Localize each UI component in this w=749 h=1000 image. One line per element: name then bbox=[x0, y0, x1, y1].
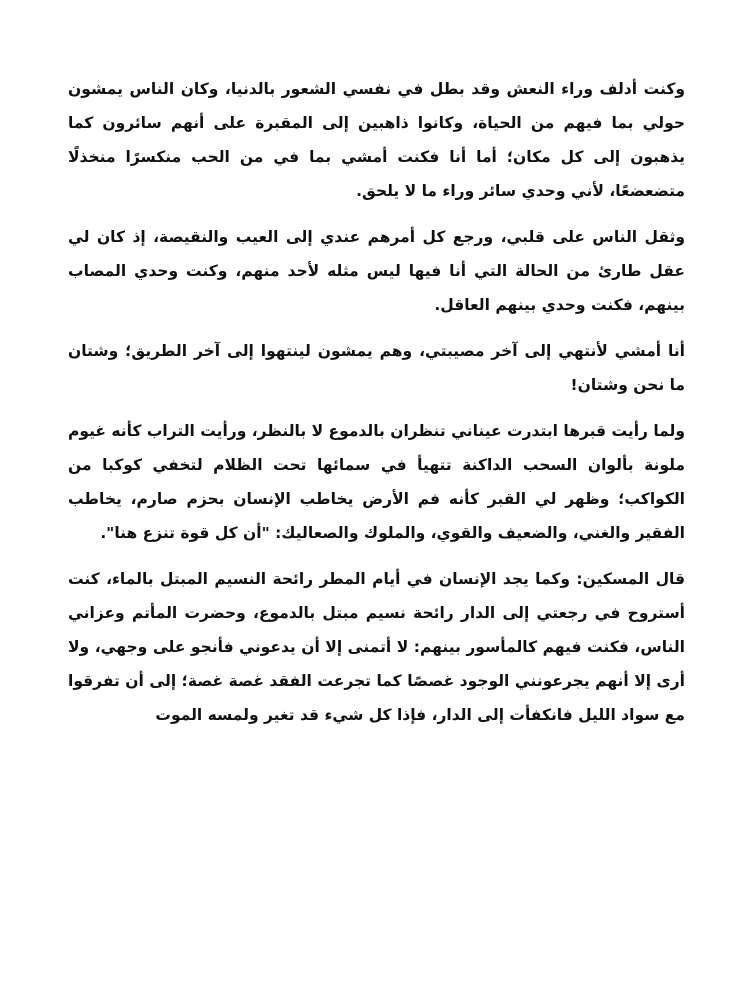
paragraph: ولما رأيت قبرها ابتدرت عيناني تنظران بالدموع لا بالنظر، ورأيت التراب كأنه غيوم ملونة بألوان السحب الداكنة تتهيأ في سمائها تحت الظلام لتخفي كوكبا من الكواكب؛ وظهر لي القبر كأنه فم الأرض يخاطب الإنسان بحزم صارم، يخاطب الفقير والغني، والضعيف والقوي، والملوك والصعاليك: "أن كل قوة تنزع هنا". bbox=[68, 422, 685, 542]
paragraph: أنا أمشي لأنتهي إلى آخر مصيبتي، وهم يمشون لينتهوا إلى آخر الطريق؛ وشتان ما نحن وشتان! bbox=[68, 342, 685, 394]
paragraph: قال المسكين: وكما يجد الإنسان في أيام المطر رائحة النسيم المبتل بالماء، كنت أستروح في رجعتي إلى الدار رائحة نسيم مبتل بالدموع، وحضرت المأتم وعزاني الناس، فكنت فيهم كالمأسور بينهم: لا أتمنى إلا أن يدعوني فأنجو على وجهي، ولا أرى إلا أنهم يجرعونني الوجود غصصًا كما تجرعت الفقد غصة غصة؛ إلى أن تفرقوا مع سواد الليل فانكفأت إلى الدار، فإذا كل شيء قد تغير ولمسه الموت bbox=[68, 570, 685, 724]
paragraph: وثقل الناس على قلبي، ورجع كل أمرهم عندي إلى العيب والنقيصة، إذ كان لي عقل طارئ من الحالة التي أنا فيها ليس مثله لأحد منهم، وكنت وحدي المصاب بينهم، فكنت وحدي بينهم العاقل. bbox=[68, 228, 685, 314]
document-page bbox=[68, 72, 685, 744]
paragraph: وكنت أدلف وراء النعش وقد بطل في نفسي الشعور بالدنيا، وكان الناس يمشون حولي بما فيهم من الحياة، وكانوا ذاهبين إلى المقبرة على أنهم سائرون كما يذهبون إلى كل مكان؛ أما أنا فكنت أمشي بما في من الحب منكسرًا منخذلًا متضعضعًا، لأني وحدي سائر وراء ما لا يلحق. bbox=[68, 80, 685, 200]
